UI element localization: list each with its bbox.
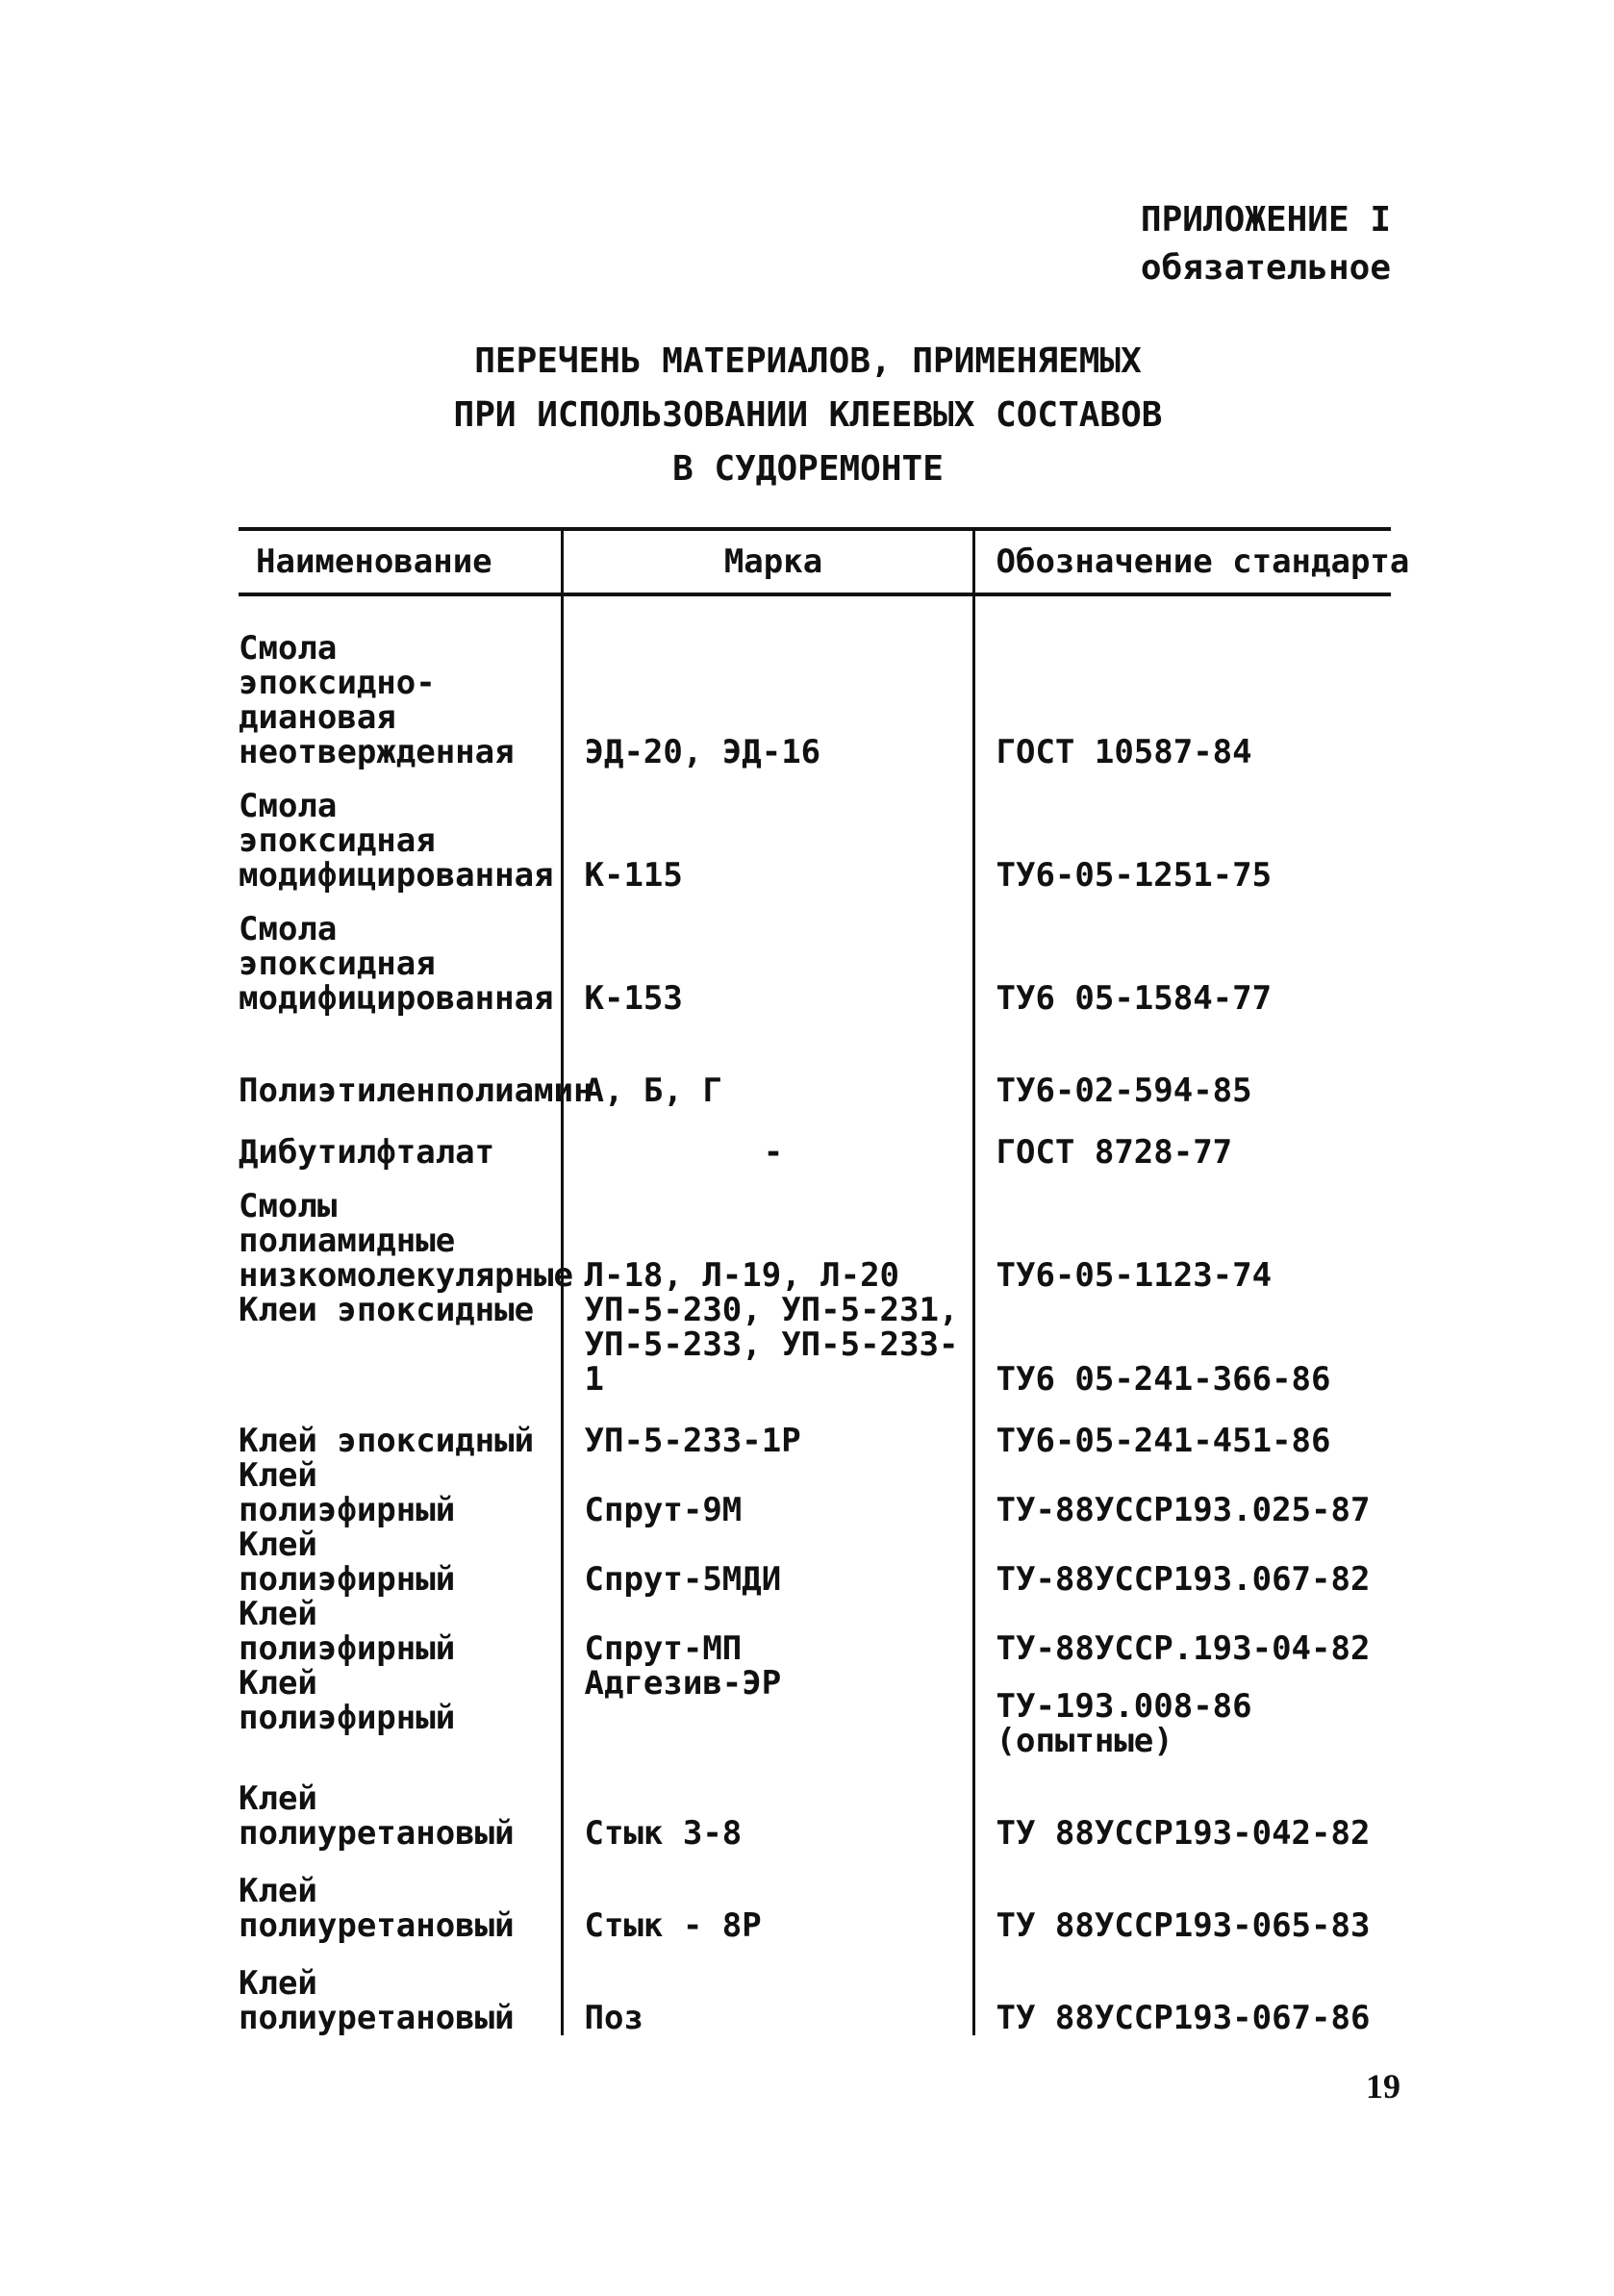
cell-standard: ГОСТ 8728-77 [973, 1108, 1391, 1170]
cell-name: Клеи эпоксидные [239, 1291, 535, 1329]
cell-name: Клей полиэфирный [239, 1526, 456, 1599]
cell-mark: ЭД-20, ЭД-16 [562, 594, 973, 770]
column-header-standard: Обозначение стандарта [973, 529, 1391, 594]
cell-name: Клей полиэфирный [239, 1456, 456, 1529]
cell-mark: А, Б, Г [562, 1016, 973, 1108]
cell-standard: ТУ-88УССР193.067-82 [973, 1527, 1391, 1597]
cell-standard: ГОСТ 10587-84 [973, 594, 1391, 770]
table-row [239, 1597, 1391, 1666]
table-row [239, 1851, 1391, 1943]
title-line: В СУДОРЕМОНТЕ [672, 449, 944, 489]
cell-mark: Поз [562, 1943, 973, 2035]
cell-name: Смола эпоксидная модифицированная [239, 787, 554, 895]
appendix-note: обязательное [1140, 248, 1391, 288]
cell-name: Смола эпоксидная модифицированная [239, 910, 554, 1018]
table-row [239, 1170, 1391, 1293]
cell-name: Клей полиуретановый [239, 1872, 515, 1945]
title-line: ПРИ ИСПОЛЬЗОВАНИИ КЛЕЕВЫХ СОСТАВОВ [453, 395, 1163, 435]
cell-mark: Стык 3-8 [562, 1758, 973, 1851]
table-row [239, 1666, 1391, 1758]
cell-standard: ТУ6 05-1584-77 [973, 893, 1391, 1016]
appendix-header [1141, 196, 1391, 292]
cell-standard: ТУ-193.008-86 (опытные) [973, 1666, 1391, 1758]
column-header-mark: Марка [562, 529, 973, 594]
table-row [239, 1293, 1391, 1397]
cell-mark: Спрут-9М [562, 1458, 973, 1527]
cell-standard: ТУ6-05-1123-74 [973, 1170, 1391, 1293]
cell-mark: Л-18, Л-19, Л-20 [562, 1170, 973, 1293]
table-row [239, 1527, 1391, 1597]
cell-name: Дибутилфталат [239, 1133, 495, 1172]
column-header-name: Наименование [239, 529, 562, 594]
table-row [239, 1016, 1391, 1108]
cell-standard: ТУ6-05-1251-75 [973, 770, 1391, 893]
cell-mark: УП-5-230, УП-5-231, УП-5-233, УП-5-233-1 [562, 1293, 973, 1397]
cell-name: Полиэтиленполиамин [239, 1072, 593, 1110]
cell-standard: ТУ6 05-241-366-86 [973, 1293, 1391, 1397]
table-row [239, 1758, 1391, 1851]
title-line: ПЕРЕЧЕНЬ МАТЕРИАЛОВ, ПРИМЕНЯЕМЫХ [474, 341, 1142, 381]
cell-mark: К-115 [562, 770, 973, 893]
cell-mark: УП-5-233-1Р [562, 1397, 973, 1458]
cell-standard: ТУ 88УССР193-042-82 [973, 1758, 1391, 1851]
page-title [240, 335, 1375, 496]
cell-mark: К-153 [562, 893, 973, 1016]
table-row [239, 1108, 1391, 1170]
table-row [239, 893, 1391, 1016]
cell-mark: Адгезив-ЭР [562, 1666, 973, 1758]
cell-name: Клей полиэфирный [239, 1664, 456, 1737]
cell-standard: ТУ-88УССР.193-04-82 [973, 1597, 1391, 1666]
cell-standard: ТУ6-05-241-451-86 [973, 1397, 1391, 1458]
cell-mark: Спрут-МП [562, 1597, 973, 1666]
cell-standard: ТУ6-02-594-85 [973, 1016, 1391, 1108]
cell-name: Клей полиуретановый [239, 1964, 515, 2037]
table-row [239, 594, 1391, 770]
cell-standard: ТУ-88УССР193.025-87 [973, 1458, 1391, 1527]
cell-standard: ТУ 88УССР193-065-83 [973, 1851, 1391, 1943]
page-number: 19 [1366, 2067, 1400, 2106]
cell-mark: Стык - 8Р [562, 1851, 973, 1943]
cell-mark: - [562, 1108, 973, 1170]
table-row [239, 1397, 1391, 1458]
cell-name: Смолы полиамидные низкомолекулярные [239, 1187, 573, 1295]
table-header-row [239, 529, 1391, 594]
appendix-label: ПРИЛОЖЕНИЕ I [1140, 200, 1391, 240]
cell-name: Смола эпоксидно-диановая неотвержденная [239, 629, 515, 771]
table-row [239, 1943, 1391, 2035]
table-row [239, 770, 1391, 893]
cell-mark: Спрут-5МДИ [562, 1527, 973, 1597]
table-row [239, 1458, 1391, 1527]
cell-name: Клей полиэфирный [239, 1595, 456, 1668]
cell-name: Клей полиуретановый [239, 1779, 515, 1853]
cell-standard: ТУ 88УССР193-067-86 [973, 1943, 1391, 2035]
cell-name: Клей эпоксидный [239, 1422, 535, 1460]
materials-table [239, 527, 1410, 2037]
